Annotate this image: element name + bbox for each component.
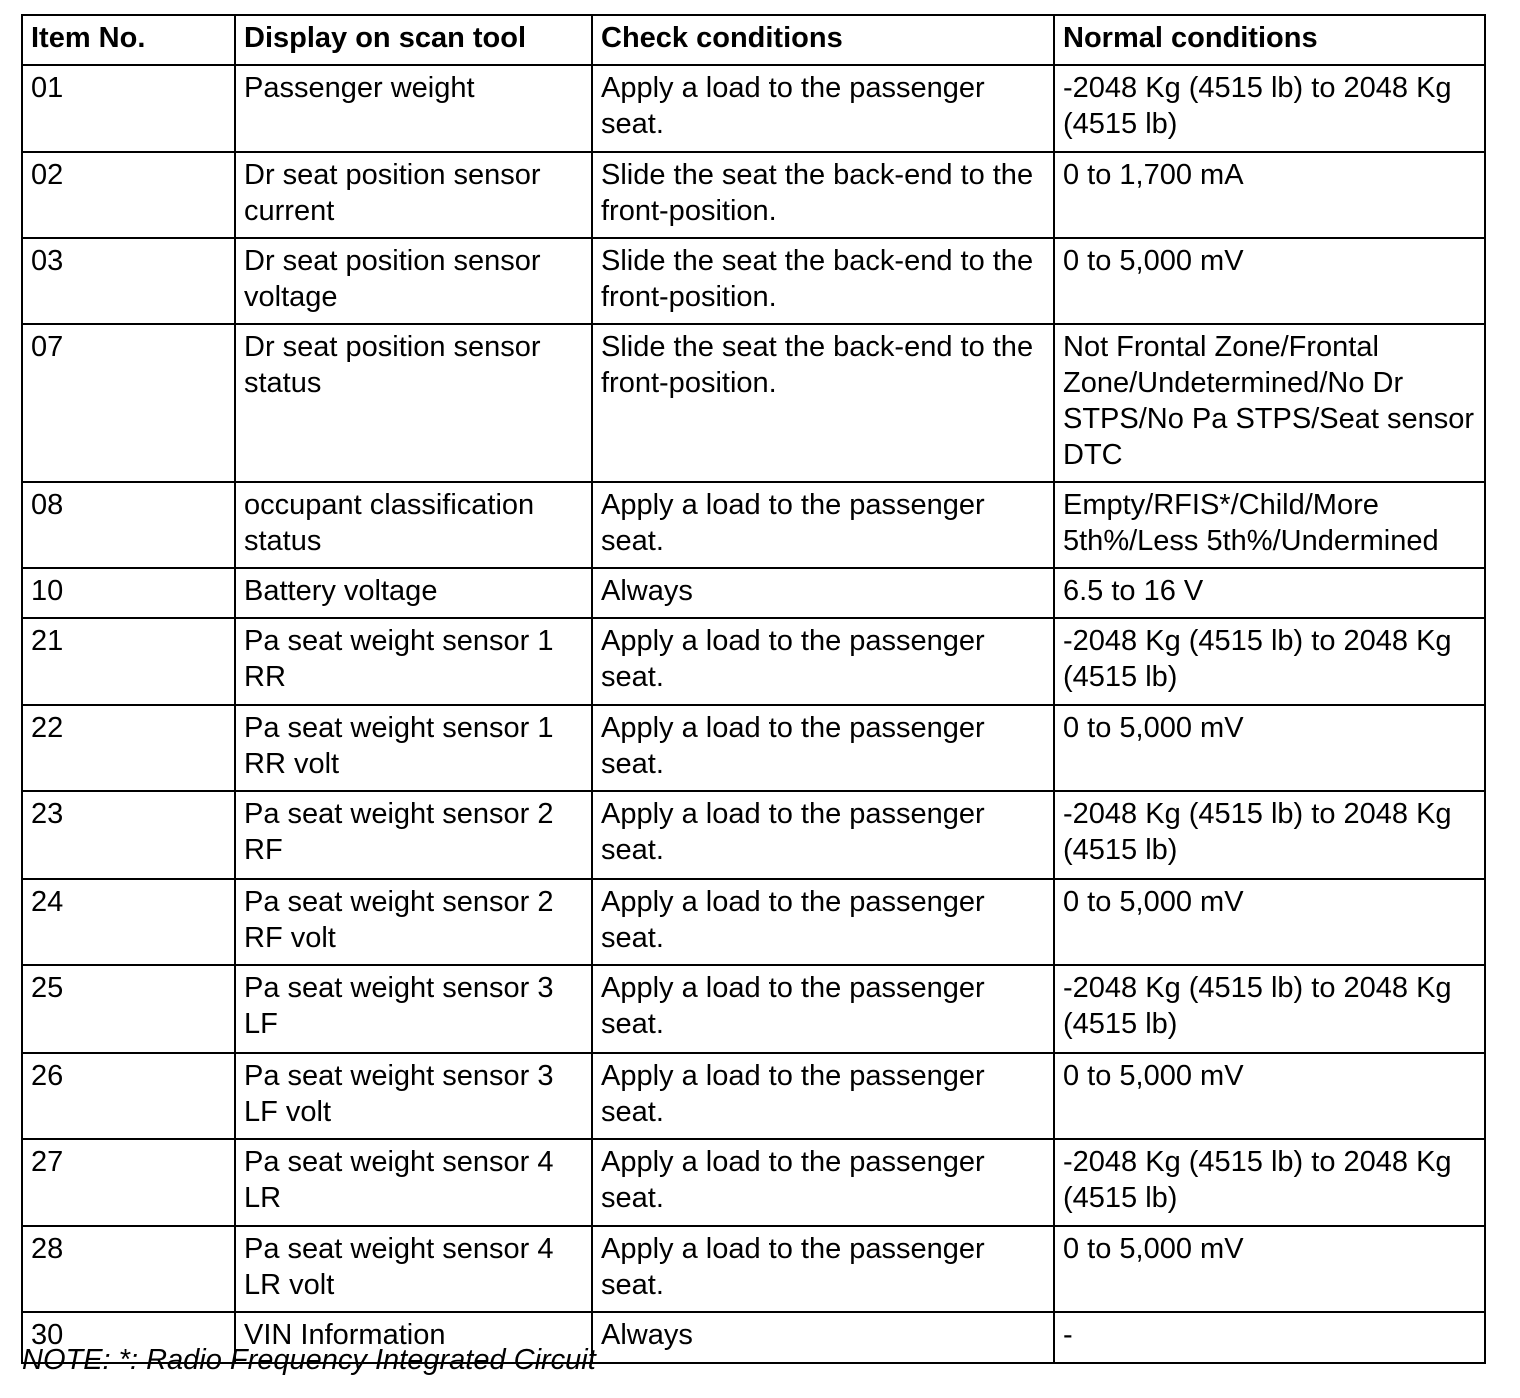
cell-normal: 0 to 1,700 mA <box>1054 152 1485 238</box>
cell-normal: 0 to 5,000 mV <box>1054 879 1485 965</box>
cell-display: Pa seat weight sensor 1 RR volt <box>235 705 592 791</box>
cell-normal: - <box>1054 1312 1485 1363</box>
cell-normal: Not Frontal Zone/Frontal Zone/Undetermined/No Dr STPS/No Pa STPS/Seat sensor DTC <box>1054 324 1485 482</box>
table-body <box>22 65 1485 1363</box>
table-row <box>22 705 1485 791</box>
cell-item-no: 03 <box>22 238 235 324</box>
cell-display: Dr seat position sensor voltage <box>235 238 592 324</box>
cell-check: Apply a load to the passenger seat. <box>592 1226 1054 1312</box>
table-row <box>22 1139 1485 1226</box>
table-row <box>22 482 1485 568</box>
table-row <box>22 791 1485 879</box>
cell-check: Always <box>592 568 1054 618</box>
cell-check: Apply a load to the passenger seat. <box>592 65 1054 152</box>
cell-display: Pa seat weight sensor 1 RR <box>235 618 592 705</box>
cell-display: Pa seat weight sensor 2 RF volt <box>235 879 592 965</box>
cell-normal: 6.5 to 16 V <box>1054 568 1485 618</box>
cell-check: Apply a load to the passenger seat. <box>592 482 1054 568</box>
header-row <box>22 15 1485 65</box>
cell-item-no: 21 <box>22 618 235 705</box>
cell-check: Apply a load to the passenger seat. <box>592 1053 1054 1139</box>
cell-normal: 0 to 5,000 mV <box>1054 238 1485 324</box>
cell-normal: -2048 Kg (4515 lb) to 2048 Kg (4515 lb) <box>1054 965 1485 1053</box>
cell-normal: -2048 Kg (4515 lb) to 2048 Kg (4515 lb) <box>1054 1139 1485 1226</box>
table-row <box>22 1053 1485 1139</box>
cell-display: Pa seat weight sensor 3 LF volt <box>235 1053 592 1139</box>
cell-item-no: 07 <box>22 324 235 482</box>
cell-item-no: 02 <box>22 152 235 238</box>
cell-check: Apply a load to the passenger seat. <box>592 618 1054 705</box>
cell-normal: -2048 Kg (4515 lb) to 2048 Kg (4515 lb) <box>1054 791 1485 879</box>
cell-display: Dr seat position sensor status <box>235 324 592 482</box>
cell-check: Apply a load to the passenger seat. <box>592 791 1054 879</box>
cell-item-no: 27 <box>22 1139 235 1226</box>
cell-check: Always <box>592 1312 1054 1363</box>
table-row <box>22 618 1485 705</box>
cell-item-no: 01 <box>22 65 235 152</box>
cell-check: Apply a load to the passenger seat. <box>592 879 1054 965</box>
cell-normal: -2048 Kg (4515 lb) to 2048 Kg (4515 lb) <box>1054 65 1485 152</box>
cell-normal: Empty/RFIS*/Child/More 5th%/Less 5th%/Undermined <box>1054 482 1485 568</box>
cell-display: occupant classification status <box>235 482 592 568</box>
table-row <box>22 1226 1485 1312</box>
cell-item-no: 08 <box>22 482 235 568</box>
cell-normal: -2048 Kg (4515 lb) to 2048 Kg (4515 lb) <box>1054 618 1485 705</box>
cell-item-no: 24 <box>22 879 235 965</box>
cell-item-no: 28 <box>22 1226 235 1312</box>
cell-normal: 0 to 5,000 mV <box>1054 1226 1485 1312</box>
footnote: NOTE: *: Radio Frequency Integrated Circuit <box>22 1344 596 1376</box>
cell-display: Pa seat weight sensor 2 RF <box>235 791 592 879</box>
cell-display: VIN Information <box>235 1312 592 1363</box>
table-row <box>22 65 1485 152</box>
cell-display: Battery voltage <box>235 568 592 618</box>
cell-display: Pa seat weight sensor 4 LR volt <box>235 1226 592 1312</box>
header-item-no: Item No. <box>22 15 235 65</box>
header-normal-conditions: Normal conditions <box>1054 15 1485 65</box>
cell-check: Apply a load to the passenger seat. <box>592 965 1054 1053</box>
table-row <box>22 238 1485 324</box>
header-display-on-scan-tool: Display on scan tool <box>235 15 592 65</box>
cell-display: Pa seat weight sensor 3 LF <box>235 965 592 1053</box>
cell-check: Apply a load to the passenger seat. <box>592 705 1054 791</box>
cell-check: Slide the seat the back-end to the front-position. <box>592 152 1054 238</box>
cell-item-no: 30 <box>22 1312 235 1363</box>
cell-display: Dr seat position sensor current <box>235 152 592 238</box>
cell-display: Pa seat weight sensor 4 LR <box>235 1139 592 1226</box>
table-row <box>22 965 1485 1053</box>
table-row <box>22 324 1485 482</box>
scan-data-table <box>21 14 1486 1364</box>
cell-normal: 0 to 5,000 mV <box>1054 1053 1485 1139</box>
cell-item-no: 10 <box>22 568 235 618</box>
table-row <box>22 152 1485 238</box>
cell-check: Slide the seat the back-end to the front-position. <box>592 238 1054 324</box>
cell-item-no: 25 <box>22 965 235 1053</box>
table-row <box>22 879 1485 965</box>
table-row <box>22 568 1485 618</box>
cell-display: Passenger weight <box>235 65 592 152</box>
table-header <box>22 15 1485 65</box>
cell-item-no: 26 <box>22 1053 235 1139</box>
cell-check: Apply a load to the passenger seat. <box>592 1139 1054 1226</box>
header-check-conditions: Check conditions <box>592 15 1054 65</box>
cell-normal: 0 to 5,000 mV <box>1054 705 1485 791</box>
cell-item-no: 23 <box>22 791 235 879</box>
cell-check: Slide the seat the back-end to the front-position. <box>592 324 1054 482</box>
cell-item-no: 22 <box>22 705 235 791</box>
